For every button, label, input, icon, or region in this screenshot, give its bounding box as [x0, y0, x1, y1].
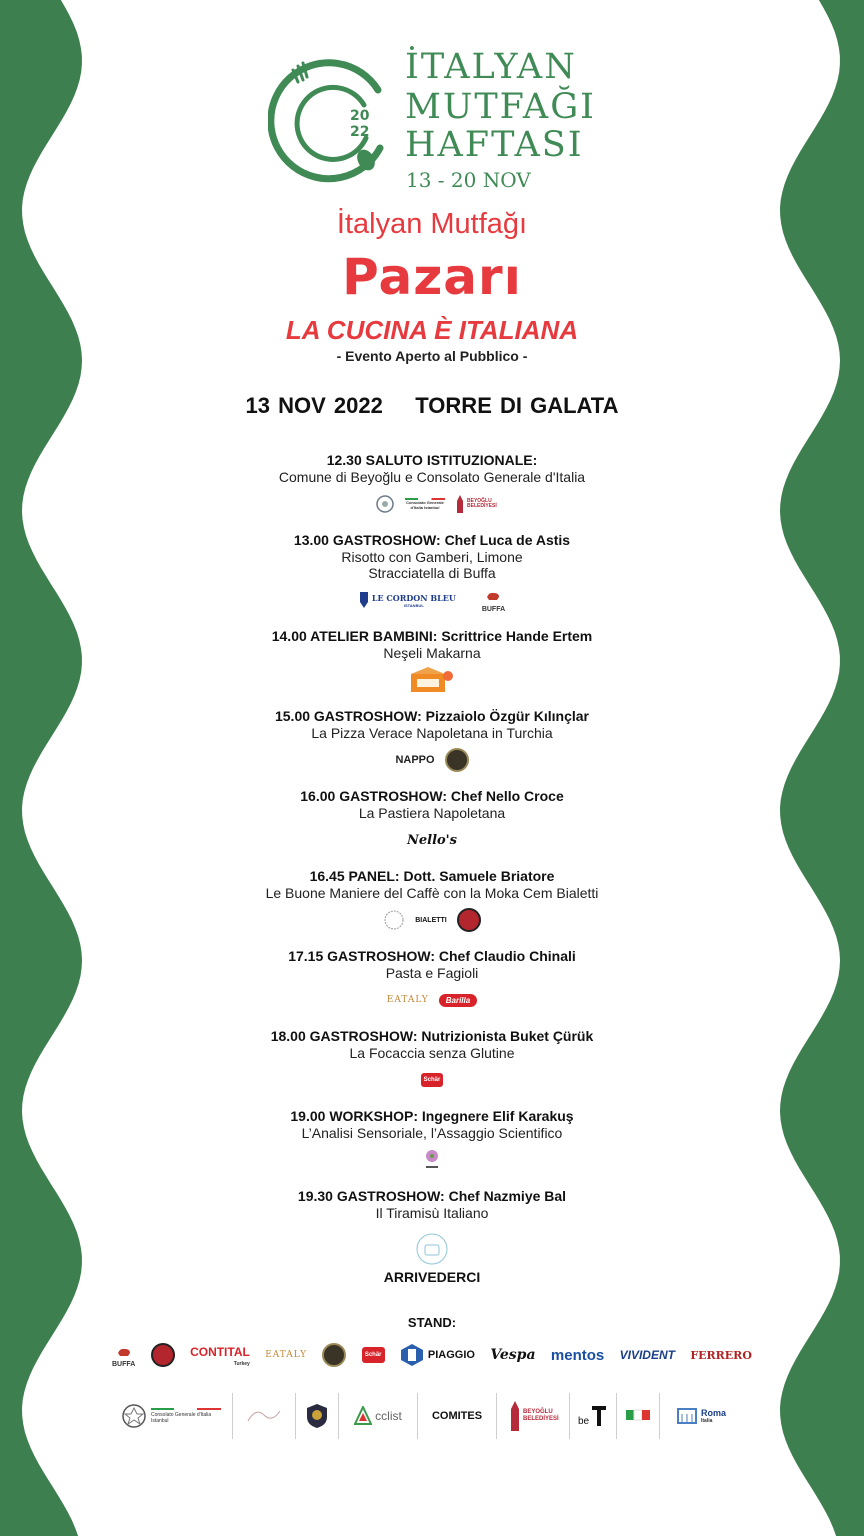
title-la-cucina: LA CUCINA È ITALIANA	[285, 315, 579, 345]
partners-footer	[110, 1393, 754, 1439]
stand-heading: STAND:	[407, 1315, 457, 1330]
eataly-logo: EATALY	[386, 995, 429, 1005]
program-line: La Focaccia senza Glutine	[349, 1045, 515, 1061]
program-item	[200, 452, 664, 517]
partner-roma-expo: Roma Italia	[660, 1393, 742, 1439]
program-logos	[200, 1231, 664, 1267]
istituto-logo-icon	[244, 1403, 284, 1429]
program-item	[200, 532, 664, 613]
logo-year-bottom: 22	[350, 124, 370, 140]
logo-year-top: 20	[350, 108, 370, 124]
program-title: 19.00 WORKSHOP: Ingegnere Elif Karakuş	[290, 1108, 574, 1124]
program-title: 16.45 PANEL: Dott. Samuele Briatore	[309, 868, 555, 884]
logo-line-italyan: İTALYAN	[405, 47, 577, 87]
logo-line-mutfagi: MUTFAĞI	[405, 87, 596, 127]
program-item	[200, 1028, 664, 1093]
nappo-logo: NAPPO	[395, 753, 435, 766]
sponsor-contital: CONTITAL Turkey	[190, 1345, 250, 1367]
program-line: La Pizza Verace Napoletana in Turchia	[311, 725, 553, 741]
sponsor-piaggio: PIAGGIO	[400, 1343, 475, 1367]
sponsor-schar: Schär	[362, 1347, 385, 1363]
nellos-logo: Nello's	[406, 832, 457, 848]
partner-consolato: Consolato Generale d'Italia Istanbul	[110, 1393, 233, 1439]
program-item	[200, 628, 664, 693]
sponsor-eataly: EATALY	[265, 1350, 308, 1360]
bialetti-logo: BIALETTI	[415, 916, 447, 924]
logo-dates: 13 - 20 NOV	[406, 168, 531, 192]
program-line: Neşeli Makarna	[383, 645, 481, 661]
partner-istituto-icon	[233, 1393, 296, 1439]
neseli-makarna-book-icon	[409, 666, 455, 694]
partner-cclist: cclist	[339, 1393, 418, 1439]
tiramisu-logo-icon	[416, 1233, 448, 1265]
sponsor-pizza-badge-icon	[322, 1343, 346, 1367]
cordon-bleu-logo: LE CORDON BLEU ISTANBUL	[359, 591, 456, 609]
title-pazari: Pazarı	[342, 248, 522, 306]
partner-bet-icon	[570, 1393, 617, 1439]
logo-line-haftasi: HAFTASI	[405, 125, 584, 165]
flower-logo-icon	[423, 1146, 441, 1174]
event-logo-emblem	[268, 50, 403, 185]
sponsor-ferrero: FERRERO	[690, 1348, 752, 1362]
program-logos	[200, 987, 664, 1013]
piaggio-shield-icon	[400, 1343, 424, 1367]
shield-icon	[359, 591, 369, 609]
buffalo-icon	[486, 591, 500, 601]
program-title: 14.00 ATELIER BAMBINI: Scrittrice Hande Ertem	[271, 628, 593, 644]
beyoglu-logo: BEYOĞLU BELEDİYESİ	[455, 495, 489, 513]
coffee-badge-icon	[457, 908, 481, 932]
sponsor-buffa: BUFFA	[112, 1343, 135, 1368]
program-line: Le Buone Maniere del Caffè con la Moka Cem Bialetti	[265, 885, 599, 901]
program-logos	[200, 907, 664, 933]
program-item	[200, 1188, 664, 1267]
cclist-emblem-icon	[354, 1406, 372, 1426]
program-logos	[200, 747, 664, 773]
schar-logo: Schär	[421, 1073, 444, 1087]
program-logos	[200, 1067, 664, 1093]
flag-stripe	[151, 1408, 221, 1410]
program-item	[200, 1108, 664, 1173]
program-logos	[200, 491, 664, 517]
buffalo-icon	[117, 1347, 131, 1356]
republic-emblem-icon	[121, 1403, 147, 1429]
galata-tower-icon	[509, 1401, 521, 1431]
program-line: Il Tiramisù Italiano	[375, 1205, 489, 1221]
buffa-logo: BUFFA	[482, 588, 505, 613]
program-line: Comune di Beyoğlu e Consolato Generale d'Italia	[278, 469, 586, 485]
program-line: Risotto con Gamberi, Limone	[341, 549, 523, 565]
consolato-logo: Consolato Generale d'Italia Istanbul	[406, 500, 444, 510]
program-title: 12.30 SALUTO ISTITUZIONALE:	[326, 452, 538, 468]
program-title: 17.15 GASTROSHOW: Chef Claudio Chinali	[288, 948, 576, 964]
italy-flag-icon	[626, 1406, 650, 1426]
partner-comites: COMITES	[418, 1393, 497, 1439]
title-italyan-mutfagi: İtalyan Mutfağı	[336, 208, 528, 240]
program-line: La Pastiera Napoletana	[358, 805, 506, 821]
program-title: 16.00 GASTROSHOW: Chef Nello Croce	[300, 788, 564, 804]
program-title: 13.00 GASTROSHOW: Chef Luca de Astis	[293, 532, 571, 548]
program-title: 18.00 GASTROSHOW: Nutrizionista Buket Çürük	[270, 1028, 594, 1044]
pizza-badge-icon	[445, 748, 469, 772]
program-item	[200, 868, 664, 933]
program-logos	[200, 587, 664, 613]
crest-icon	[305, 1403, 329, 1429]
program-title: 19.30 GASTROSHOW: Chef Nazmiye Bal	[297, 1188, 567, 1204]
program-logos	[200, 1147, 664, 1173]
partner-crest	[296, 1393, 339, 1439]
partner-italian-trade-icon	[617, 1393, 660, 1439]
tower-icon	[455, 495, 465, 513]
program-title: 15.00 GASTROSHOW: Pizzaiolo Özgür Kılınçlar	[274, 708, 590, 724]
stand-sponsors	[112, 1340, 752, 1370]
program-line: L’Analisi Sensoriale, l’Assaggio Scientifico	[301, 1125, 563, 1141]
colosseum-icon	[676, 1405, 698, 1427]
sponsor-coffee-badge-icon	[151, 1343, 175, 1367]
program-item	[200, 788, 664, 853]
sponsor-mentos: mentos	[550, 1346, 605, 1364]
academy-crest-icon	[383, 907, 405, 933]
barilla-logo: Barilla	[439, 994, 477, 1007]
svg-text:be: be	[578, 1416, 590, 1427]
program-line: Stracciatella di Buffa	[368, 565, 496, 581]
sponsor-vespa: Vespa	[490, 1347, 536, 1363]
subtitle-evento: - Evento Aperto al Pubblico -	[336, 348, 528, 364]
program-logos	[200, 827, 664, 853]
partner-beyoglu: BEYOĞLU BELEDİYESİ	[497, 1393, 570, 1439]
program-line: Pasta e Fagioli	[385, 965, 479, 981]
closing-text: ARRIVEDERCI	[383, 1269, 481, 1285]
program-logos	[200, 667, 664, 693]
be-t-logo-icon	[578, 1404, 608, 1428]
program-item	[200, 708, 664, 773]
sponsor-vivident: VIVIDENT	[619, 1348, 675, 1362]
program-item	[200, 948, 664, 1013]
consolato-emblem-icon	[375, 494, 395, 514]
date-and-venue: 13 NOV 2022 TORRE DI GALATA	[245, 393, 619, 418]
